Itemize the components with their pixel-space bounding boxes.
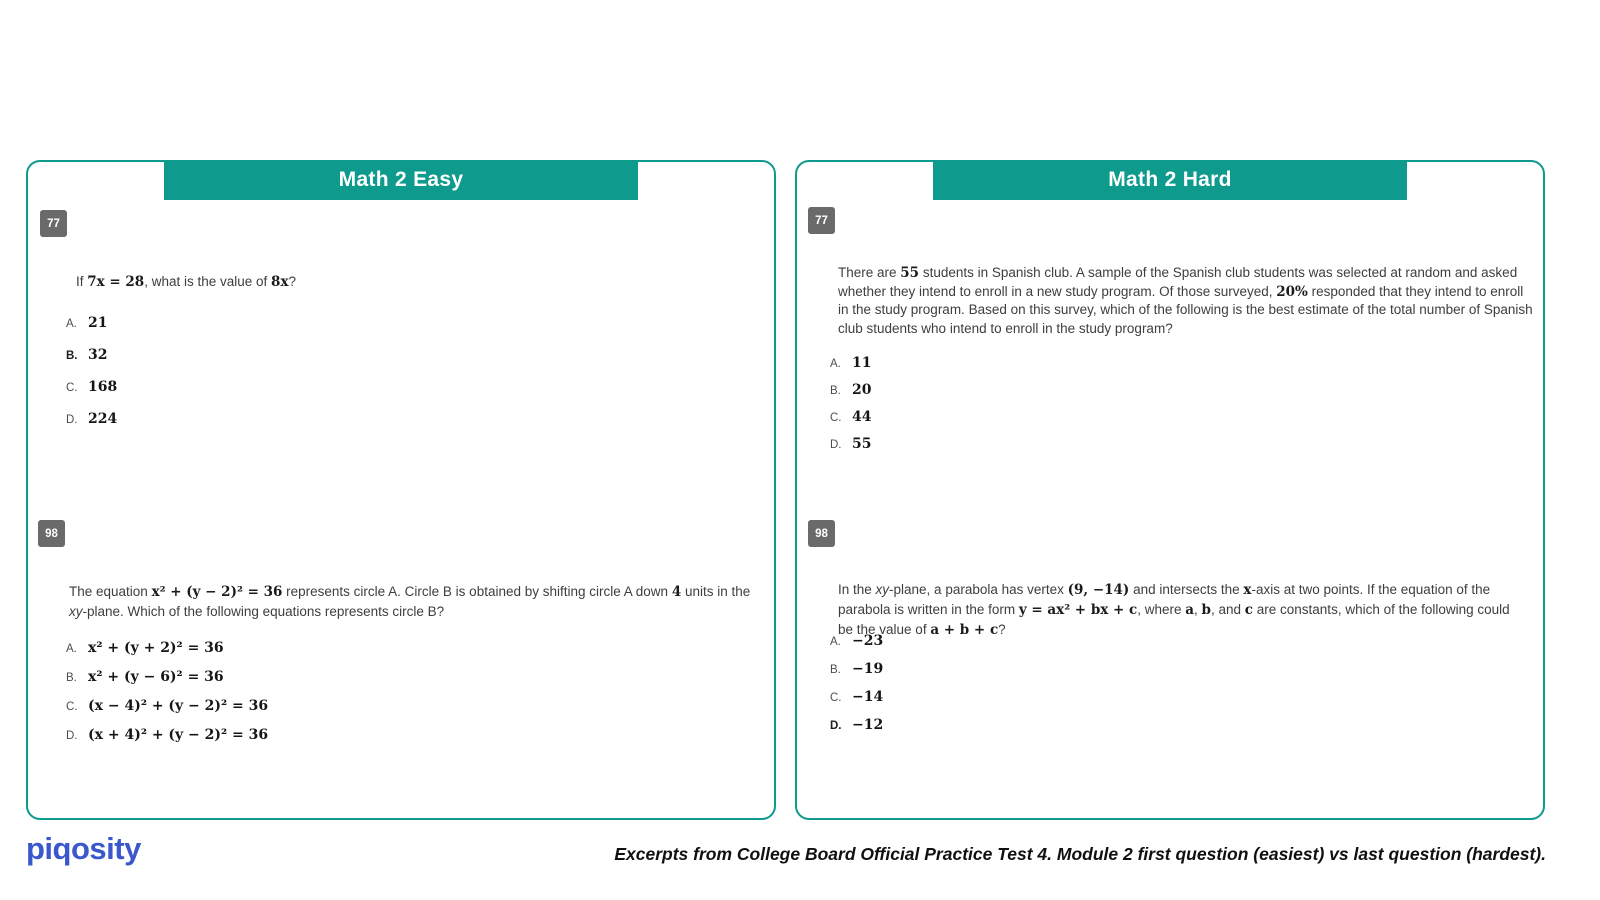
answer-option <box>830 717 883 736</box>
option-letter: C. <box>830 412 842 424</box>
answer-option <box>66 315 117 334</box>
option-letter: C. <box>66 382 78 394</box>
answer-options <box>830 633 883 745</box>
option-value: −14 <box>852 689 884 705</box>
question-stem: In the xy-plane, a parabola has vertex (9, −14) and intersects the x-axis at two points. If the equation of the parabola is written in the form y = ax² + bx + c, where a, b, and c are constants, which of the following could be the value of a + b + c? <box>838 582 1510 638</box>
option-letter: A. <box>830 636 841 648</box>
option-value: x² + (y − 6)² = 36 <box>88 669 224 685</box>
hard-card-header <box>933 160 1407 200</box>
option-value: 20 <box>852 382 872 398</box>
option-value: 55 <box>852 436 872 452</box>
hard-card-title: Math 2 Hard <box>1108 168 1232 191</box>
answer-option <box>66 727 268 746</box>
option-letter: B. <box>830 385 841 397</box>
option-value: 11 <box>852 355 872 371</box>
answer-option <box>830 689 883 708</box>
option-letter: C. <box>66 701 78 713</box>
question-number-badge: 77 <box>808 207 835 234</box>
question-number-badge: 98 <box>808 520 835 547</box>
option-value: x² + (y + 2)² = 36 <box>88 640 224 656</box>
option-letter: A. <box>830 358 841 370</box>
answer-options <box>66 315 117 443</box>
option-value: (x + 4)² + (y − 2)² = 36 <box>88 727 269 743</box>
option-value: −23 <box>852 633 884 649</box>
question-stem: If 7x = 28, what is the value of 8x? <box>76 274 297 290</box>
answer-option <box>66 669 268 688</box>
answer-option <box>830 661 883 680</box>
option-value: −19 <box>852 661 884 677</box>
answer-option <box>830 409 871 428</box>
answer-option <box>66 640 268 659</box>
option-letter: B. <box>66 672 77 684</box>
option-letter: D. <box>66 414 78 426</box>
option-value: 168 <box>88 379 118 395</box>
option-letter: B. <box>830 664 841 676</box>
easy-card-title: Math 2 Easy <box>338 168 464 191</box>
option-value: −12 <box>852 717 884 733</box>
answer-option <box>830 355 871 374</box>
question-number-badge: 98 <box>38 520 65 547</box>
answer-option <box>66 347 117 366</box>
option-value: 32 <box>88 347 108 363</box>
answer-option <box>66 411 117 430</box>
option-letter: C. <box>830 692 842 704</box>
option-letter: D. <box>66 730 78 742</box>
answer-options <box>66 640 268 756</box>
question-stem: There are 55 students in Spanish club. A sample of the Spanish club students was selected at random and asked whether they intend to enroll in a new study program. Of those surveyed, 20% responded that they intend to enroll in the study program. Based on this survey, which of the following is the best estimate of the total number of Spanish club students who intend to enroll in the study program? <box>838 265 1533 336</box>
option-letter: A. <box>66 318 77 330</box>
option-letter: A. <box>66 643 77 655</box>
answer-options <box>830 355 871 463</box>
option-value: 44 <box>852 409 872 425</box>
answer-option <box>66 379 117 398</box>
source-caption: Excerpts from College Board Official Practice Test 4. Module 2 first question (easiest) vs last question (hardest). <box>614 844 1546 864</box>
answer-option <box>66 698 268 717</box>
hard-question-card <box>795 160 1545 820</box>
question-number-badge: 77 <box>40 210 67 237</box>
answer-option <box>830 436 871 455</box>
option-value: 21 <box>88 315 108 331</box>
answer-option <box>830 382 871 401</box>
piqosity-logo: piqosity <box>26 831 141 866</box>
option-letter: B. <box>66 350 78 362</box>
answer-option <box>830 633 883 652</box>
easy-card-header <box>164 160 638 200</box>
question-stem: The equation x² + (y − 2)² = 36 represents circle A. Circle B is obtained by shifting circle A down 4 units in the xy-plane. Which of the following equations represents circle B? <box>69 584 751 619</box>
option-letter: D. <box>830 720 842 732</box>
easy-question-card <box>26 160 776 820</box>
option-value: 224 <box>88 411 118 427</box>
option-value: (x − 4)² + (y − 2)² = 36 <box>88 698 269 714</box>
option-letter: D. <box>830 439 842 451</box>
